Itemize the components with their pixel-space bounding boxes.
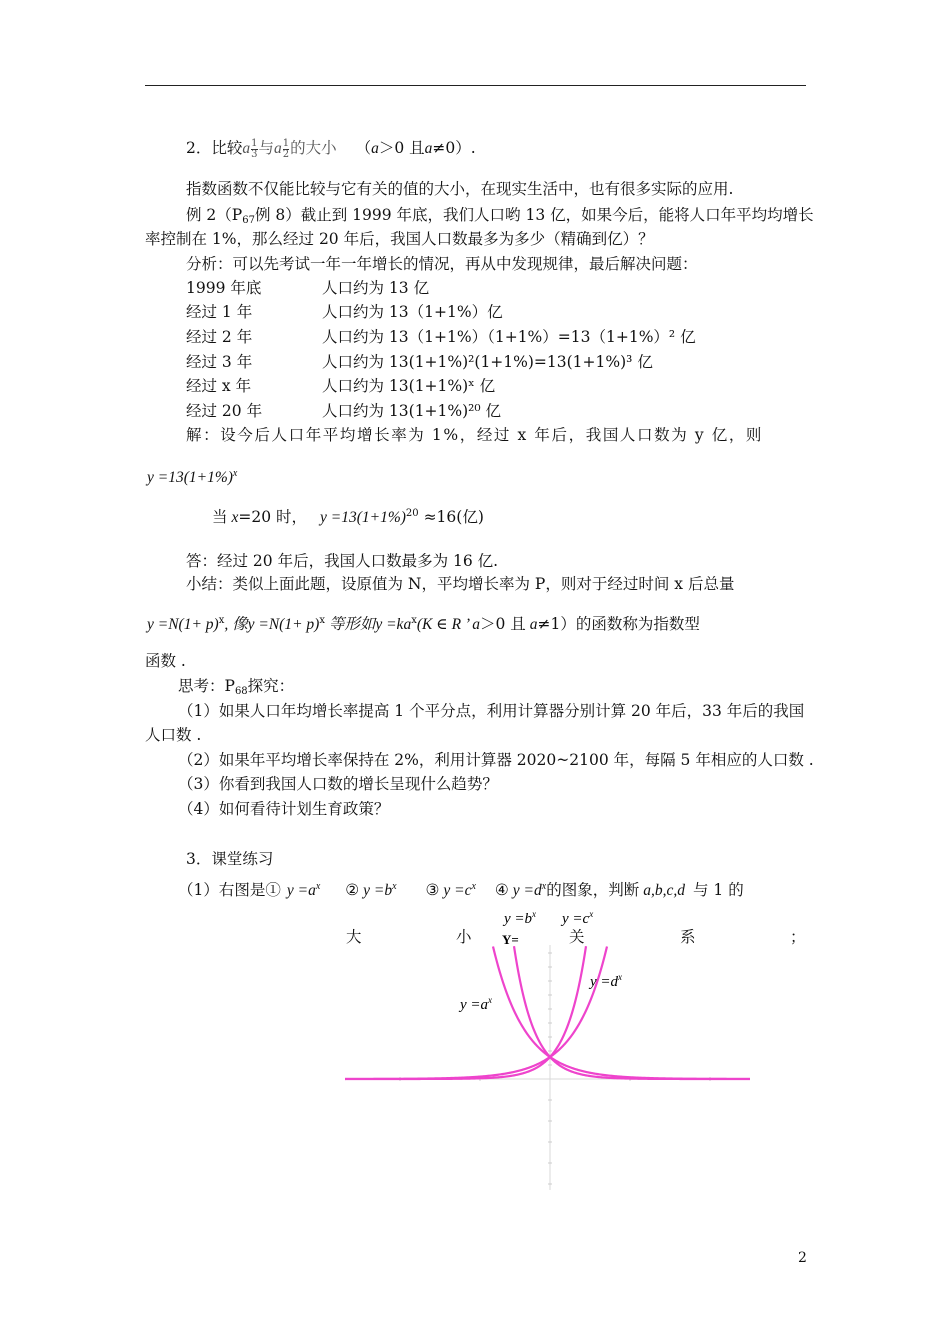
q2-label: 2．比较 bbox=[186, 139, 243, 157]
relation-char: 系 bbox=[680, 928, 696, 946]
row-left: 经过 3 年 bbox=[186, 353, 253, 371]
curve-labels bbox=[458, 909, 622, 1013]
summary-line2: $y =N(1+ p)^x$, 像$y =N(1+ p)^x$ 等形如$y =ka^x(K$ ∈ R ’ a＞0 且 a≠1）的函数称为指数型 bbox=[147, 615, 700, 633]
section-3-heading: 3．课堂练习 bbox=[186, 850, 274, 868]
row-right: 人口约为 13（1+1%）（1+1%）=13（1+1%）² 亿 bbox=[322, 328, 696, 346]
curve-b bbox=[514, 946, 750, 1079]
intro-paragraph: 指数函数不仅能比较与它有关的值的大小，在现实生活中，也有很多实际的应用. bbox=[186, 180, 734, 198]
label-c: $y =c^x$ bbox=[562, 909, 594, 927]
label-yeq: Y= bbox=[502, 932, 519, 947]
question-2-line: （2）如果年平均增长率保持在 2%，利用计算器 2020~2100 年，每隔 5 年相应的人口数 . bbox=[178, 751, 814, 769]
analysis: 分析：可以先考试一年一年增长的情况，再从中发现规律，最后解决问题： bbox=[186, 255, 698, 273]
row-left: 经过 2 年 bbox=[186, 328, 253, 346]
relation-char: ； bbox=[790, 928, 806, 946]
fraction-1-2: $\frac{1}{2}$ bbox=[282, 137, 290, 160]
curves bbox=[345, 946, 750, 1079]
relation-char: 大 bbox=[346, 928, 362, 946]
row-left: 经过 20 年 bbox=[186, 402, 263, 420]
label-a: $y =a^x$ bbox=[460, 995, 493, 1013]
row-left: 经过 1 年 bbox=[186, 303, 253, 321]
question-1-line1: （1）如果人口年均增长率提高 1 个平分点，利用计算器分别计算 20 年后，33 年后的我国 bbox=[178, 702, 805, 720]
with-text: 与 bbox=[258, 139, 275, 157]
row-right: 人口约为 13(1+1%)ˣ 亿 bbox=[322, 377, 496, 395]
question-4-line: （4）如何看待计划生育政策？ bbox=[178, 800, 390, 818]
summary-line3: 函数 . bbox=[145, 652, 186, 670]
row-right: 人口约为 13 亿 bbox=[322, 279, 430, 297]
solution-line: 解：设今后人口年平均增长率为 1%，经过 x 年后，我国人口数为 y 亿，则 bbox=[186, 426, 764, 444]
label-d: $y =d^x$ bbox=[590, 972, 623, 990]
when-line: 当 x=20 时， $y =13(1+1\%)^{20} \approx 16$(亿) bbox=[212, 508, 484, 526]
think-heading: 思考：$P_{68}$探究： bbox=[178, 677, 295, 697]
summary-line1: 小结：类似上面此题，设原值为 N，平均增长率为 P，则对于经过时间 x 后总量 bbox=[186, 575, 735, 593]
curve-d bbox=[345, 946, 607, 1079]
axis-ticks bbox=[400, 953, 710, 1184]
base-a: a bbox=[242, 140, 251, 157]
answer: 答：经过 20 年后，我国人口数最多为 16 亿. bbox=[186, 552, 499, 570]
q2-tail: 的大小 bbox=[290, 139, 337, 157]
fraction-1-3: $\frac{1}{3}$ bbox=[251, 137, 258, 160]
question-3-line: （3）你看到我国人口数的增长呈现什么趋势？ bbox=[178, 775, 498, 793]
solution-formula: $y =13(1+1\%)^x$ bbox=[147, 468, 238, 486]
row-right: 人口约为 13(1+1%)²(1+1%)=13(1+1%)³ 亿 bbox=[322, 353, 653, 371]
row-left: 1999 年底 bbox=[186, 279, 262, 297]
exercise-line1: （1）右图是① $y =a^x$ ② $y =b^x$ ③ $y =c^x$ ④ $y =d^x$的图象，判断 a,b,c,d 与 1 的 bbox=[178, 881, 744, 899]
example-2-line2: 率控制在 1%，那么经过 20 年后，我国人口数最多为多少（精确到亿）？ bbox=[145, 230, 654, 248]
example-2-line1: 例 $2(P_{67}$例 8）截止到 1999 年底，我们人口哟 13 亿，如果今后，能将人口年平均均增长 bbox=[186, 206, 814, 226]
relation-char: 关 bbox=[569, 928, 585, 946]
question-2: 2．比较a $\frac{1}{3}$ 与a $\frac{1}{2}$ 的大小 （a＞0 且a≠0）. bbox=[186, 137, 476, 160]
label-b: $y =b^x$ bbox=[504, 909, 537, 927]
base-a2: a bbox=[274, 140, 282, 157]
curve-a bbox=[493, 946, 750, 1079]
row-right: 人口约为 13（1+1%）亿 bbox=[322, 303, 503, 321]
curve-c bbox=[345, 946, 586, 1079]
row-left: 经过 x 年 bbox=[186, 377, 252, 395]
axes bbox=[345, 945, 750, 1190]
header-rule bbox=[145, 85, 806, 86]
relation-char: 小 bbox=[456, 928, 472, 946]
question-1-line2: 人口数 . bbox=[145, 726, 202, 744]
row-right: 人口约为 13(1+1%)²⁰ 亿 bbox=[322, 402, 502, 420]
page-number: 2 bbox=[798, 1250, 807, 1266]
